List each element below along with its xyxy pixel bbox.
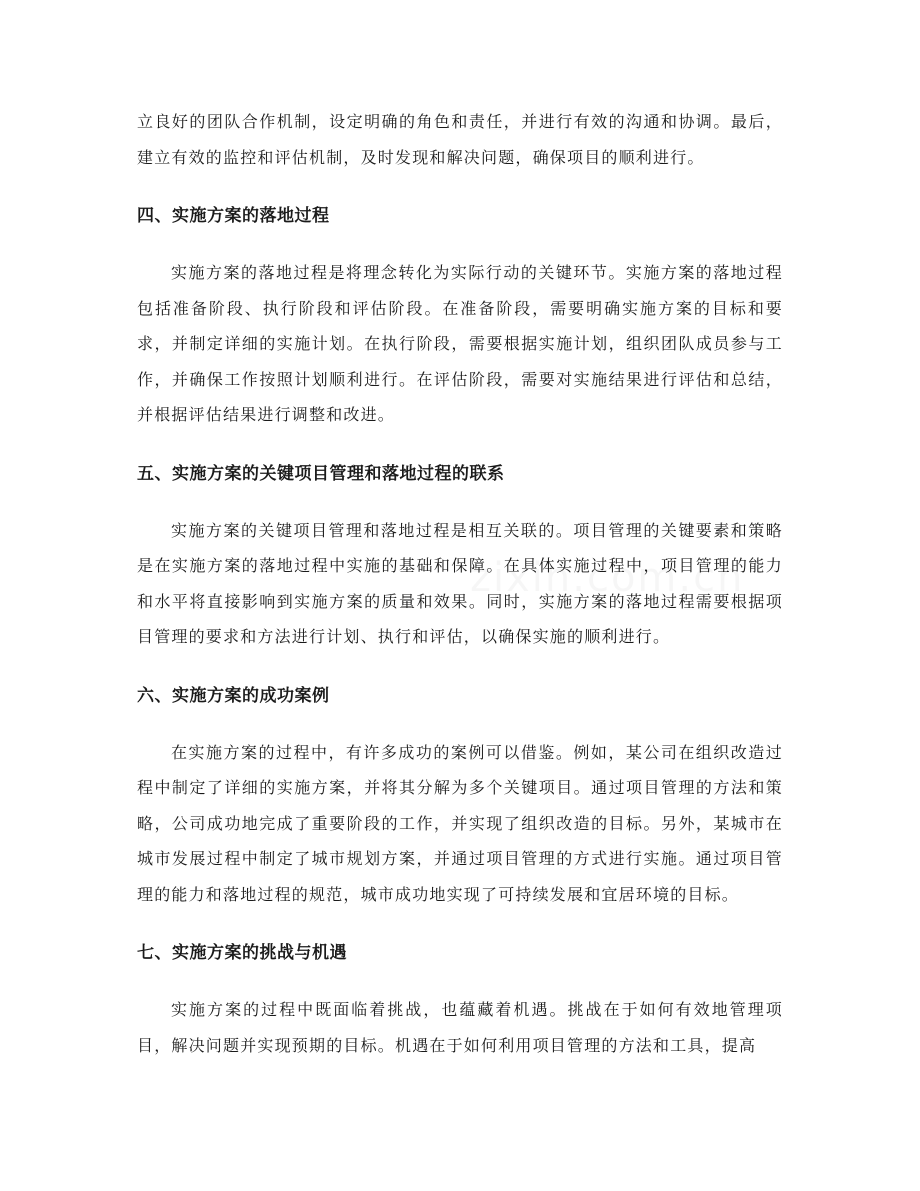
section-paragraph-6: 在实施方案的过程中，有许多成功的案例可以借鉴。例如，某公司在组织改造过程中制定了详细的实施方案，并将其分解为多个关键项目。通过项目管理的方法和策略，公司成功地完成了重要阶段的工作，并实现了组织改造的目标。另外，某城市在城市发展过程中制定了城市规划方案，并通过项目管理的方式进行实施。通过项目管理的能力和落地过程的规范，城市成功地实现了可持续发展和宜居环境的目标。 — [137, 742, 783, 904]
section-heading-4: 四、实施方案的落地过程 — [137, 206, 330, 226]
section-paragraph-5: 实施方案的关键项目管理和落地过程是相互关联的。项目管理的关键要素和策略是在实施方案的落地过程中实施的基础和保障。在具体实施过程中，项目管理的能力和水平将直接影响到实施方案的质量和效果。同时，实施方案的落地过程需要根据项目管理的要求和方法进行计划、执行和评估，以确保实施的顺利进行。 — [137, 520, 783, 646]
section-heading-5: 五、实施方案的关键项目管理和落地过程的联系 — [137, 463, 505, 484]
section-paragraph-4: 实施方案的落地过程是将理念转化为实际行动的关键环节。实施方案的落地过程包括准备阶段、执行阶段和评估阶段。在准备阶段，需要明确实施方案的目标和要求，并制定详细的实施计划。在执行阶段，需要根据实施计划，组织团队成员参与工作，并确保工作按照计划顺利进行。在评估阶段，需要对实施结果进行评估和总结，并根据评估结果进行调整和改进。 — [137, 263, 783, 424]
document-body — [137, 104, 783, 1063]
section-paragraph-7: 实施方案的过程中既面临着挑战，也蕴藏着机遇。挑战在于如何有效地管理项目，解决问题并实现预期的目标。机遇在于如何利用项目管理的方法和工具，提高 — [137, 1000, 783, 1055]
intro-paragraph: 立良好的团队合作机制，设定明确的角色和责任，并进行有效的沟通和协调。最后，建立有效的监控和评估机制，及时发现和解决问题，确保项目的顺利进行。 — [137, 112, 783, 167]
section-heading-6: 六、实施方案的成功案例 — [137, 685, 330, 706]
section-heading-7: 七、实施方案的挑战与机遇 — [137, 943, 347, 963]
